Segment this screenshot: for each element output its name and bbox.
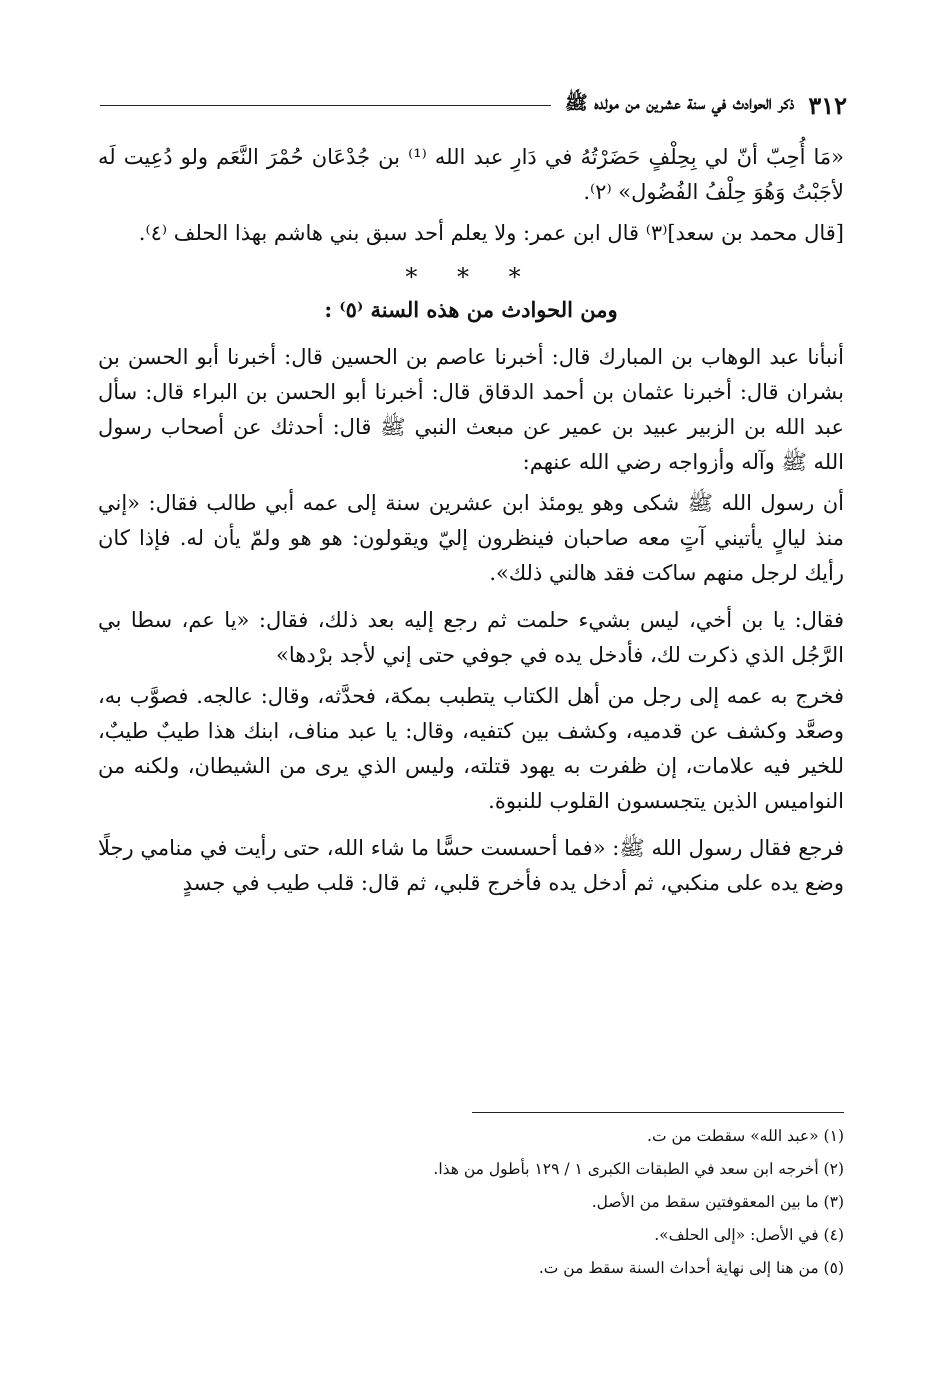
section-separator-stars: * * * [405,263,537,291]
page-number: ٣١٢ [808,90,847,120]
page-header [100,88,847,122]
footnote-5: (٥) من هنا إلى نهاية أحداث السنة سقط من ت. [538,1259,844,1277]
header-rule [100,105,551,106]
paragraph-complaint: أن رسول الله ﷺ شكى وهو يومئذ ابن عشرين سنة إلى عمه أبي طالب فقال: «إني منذ ليالٍ يأتيني آتٍ معه صاحبان فينظرون إليّ ويقولون: هو هو ولمّ يأن له. فإذا كان رأيك لرجل منهم ساكت فقد هالني ذلك». [98,491,844,585]
footnote-3: (٣) ما بين المعقوفتين سقط من الأصل. [591,1193,844,1211]
footnotes [98,1120,844,1285]
footnote-2: (٢) أخرجه ابن سعد في الطبقات الكبرى ١ / ١٢٩ بأطول من هذا. [433,1160,844,1178]
paragraph-dream: فرجع فقال رسول الله ﷺ: «فما أحسست حسًّا ما شاء الله، حتى رأيت في منامي رجلًا وضع يده على منكبي، ثم أدخل يده فأخرج قلبي، ثم قال: قلب طيب في جسدٍ [98,836,844,895]
section-heading: ومن الحوادث من هذه السنة ⁽٥⁾ : [324,297,618,322]
paragraph-ibn-saad: [قال محمد بن سعد]⁽٣⁾ قال ابن عمر: ولا يعلم أحد سبق بني هاشم بهذا الحلف ⁽٤⁾. [138,221,844,245]
paragraph-quote: «مَا أُحِبّ أنّ لي بِحِلْفٍ حَضَرْتُهُ في دَارِ عبد الله ⁽¹⁾ بن جُدْعَان حُمْرَ النَّعَم ولو دُعِيت لَه لأجَبْتُ وَهُوَ حِلْفُ الفُضُول» ⁽٢⁾. [98,145,844,204]
running-title: ذكر الحوادث في سنة عشرين من مولده ﷺ [564,92,795,114]
footnote-4: (٤) في الأصل: «إلى الحلف». [654,1226,844,1244]
paragraph-isnad: أنبأنا عبد الوهاب بن المبارك قال: أخبرنا عاصم بن الحسين قال: أخبرنا أبو الحسن بن بشران قال: أخبرنا عثمان بن أحمد الدقاق قال: أخبرنا أبو الحسن بن البراء قال: سأل عبد الله بن الزبير عبيد بن عمير عن مبعث النبي ﷺ قال: أحدثك عن أصحاب رسول الله ﷺ وآله وأزواجه رضي الله عنهم: [98,345,844,474]
paragraph-physician: فخرج به عمه إلى رجل من أهل الكتاب يتطبب بمكة، فحدَّثه، وقال: عالجه. فصوَّب به، وصعَّد وكشف عن قدميه، وكشف بين كتفيه، وقال: يا عبد مناف، ابنك هذا طيبٌ طيبٌ، للخير فيه علامات، إن ظفرت به يهود قتلته، وليس الذي يرى من الشيطان، ولكنه من النواميس الذين يتجسسون القلوب للنبوة. [98,684,844,813]
footnote-rule [472,1112,844,1113]
page-body [98,140,844,913]
paragraph-reply: فقال: يا بن أخي، ليس بشيء حلمت ثم رجع إليه بعد ذلك، فقال: «يا عم، سطا بي الرَّجُل الذي ذكرت لك، فأدخل يده في جوفي حتى إني لأجد برْدها» [98,608,844,667]
footnote-1: (١) «عبد الله» سقطت من ت. [647,1127,844,1145]
